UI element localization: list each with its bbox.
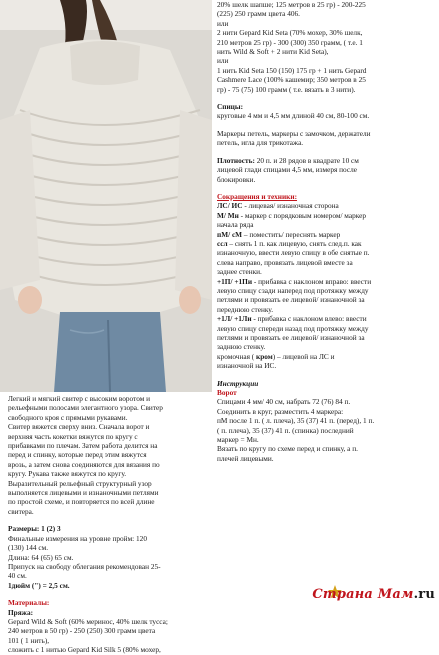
abbr-line [217,286,431,295]
text-line: (130) 144 см. [8,543,49,553]
abbr-text: - прибавка с наклоном вправо: ввести [252,276,372,286]
abbr-text: слева направо, провязать лицевой вместе за [217,257,353,267]
text-line: Cashmere Lace (100% кашемир; 350 метров в 25 [217,75,366,85]
abbr-text: - прибавка с наклоном влево: ввести [251,314,367,324]
abbr-line [217,361,431,370]
abbr-line [217,342,431,351]
text-line: 210 метров 25 гр) - 300 (300) 350 грамм, ( т.е. 1 [217,37,363,47]
text-line: по простой схеме, и повторяется по всей длине [8,497,155,507]
text-line: Спицами 4 мм/ 40 см, набрать 72 (76) 84 п. [217,397,351,407]
abbr-key: М/ Мн [217,210,239,220]
abbr-line [217,220,431,229]
sizes-text [8,534,213,581]
text-line: Финальные измерения на уровне пройм: 120 [8,533,147,543]
text-line: Выразительный рельефный структурный узор [8,478,152,488]
abbr-line [217,230,431,239]
text-line: 2 нити Gepard Kid Seta (70% мохер, 30% шелк, [217,28,363,38]
abbr-line [217,248,431,257]
text-line: кругу. Рукава также вяжутся по кругу. [8,469,127,479]
materials-heading: Материалы: [8,598,50,608]
text-line: Маркеры петель, маркеры с замочком, держатели [217,128,371,138]
text-line: плечей лицевыми. [217,453,274,463]
text-line: лицевой глади спицами 4,5 мм, измеря после [217,165,357,175]
abbr-text: левую спицу спереди назад под протяжку между [217,323,369,333]
text-line: свободного кроя с прямыми рукавами. [8,412,128,422]
left-column [8,394,213,655]
abbr-line [217,258,431,267]
text-line: свитера. [8,506,34,516]
sweater-illustration [0,0,212,392]
abbr-text: - маркер с порядковым номером/ маркер [238,210,367,220]
abbr-text: петлями и провязать ее лицевой/ изнаночной за [217,333,365,342]
text-line: ( п. плеча), 35 (37) 41 п. (спинка) последний [217,425,354,435]
text-line: Припуск на свободу облегания рекомендован 25- [8,561,161,571]
abbr-text: начала ряда [217,220,254,230]
abbr-line [217,305,431,314]
text-line: Gepard Wild & Soft (60% мериноc, 40% шелк тусса; [8,616,168,626]
abbr-text: переднюю стенку. [217,304,274,314]
markers-text [217,129,431,148]
needles-text: круговые 4 мм и 4,5 мм длиной 40 см, 80-100 см. [217,111,370,121]
yarn-continued [217,0,431,94]
text-line: гр) - 75 (75) 100 грамм ( т.е. вязать в 3 нити). [217,84,356,94]
text-line: врозь, а затем снова соединяются для вязания по [8,459,160,469]
abbr-text: кромочная ( [217,351,257,361]
abbr-key: ссл [217,238,228,248]
abbr-line [217,201,431,210]
text-line: перед и спинку, которые перед этим вяжутся [8,450,147,460]
abbr-line [217,211,431,220]
text-line: маркер = Мн. [217,435,259,445]
sizes-heading: Размеры: 1 (2) 3 [8,524,61,534]
abbr-key: кром [256,351,273,361]
instructions-heading: Инструкции [217,378,259,388]
abbr-text: – снять 1 п. как лицевую, снять след.п. как [227,238,362,248]
yarn-heading: Пряжа: [8,607,34,617]
abbr-text: изнаночную, ввести левую спицу в обе снятые п. [217,248,370,258]
density-label: Плотность: [217,155,255,165]
inch-conversion: 1дюйм (") = 2,5 см. [8,580,70,590]
abbr-line [217,352,431,361]
abbr-line [217,267,431,276]
abbr-line [217,324,431,333]
abbr-line [217,277,431,286]
text-line: Легкий и мягкий свитер с высоким воротом и [8,394,151,403]
abbr-key: ЛС/ ИС [217,201,243,211]
text-line: петель, игла для трикотажа. [217,138,304,148]
text-line: выполняется лицевыми и изнаночными петлями [8,488,159,498]
text-line: Вязать по кругу по схеме перед и спинку, а п. [217,444,358,454]
text-line: 40 см. [8,571,27,581]
abbr-text: – поместить/ переснять маркер [242,229,341,239]
text-line: Длина: 64 (65) 65 см. [8,552,74,562]
abbr-text: заднее стенки. [217,267,262,277]
text-run: 20 п. и 28 рядов в квадрате 10 см [254,155,359,165]
abbr-key: пМ/ сМ [217,229,243,239]
yarn-text [8,617,213,655]
text-line: пМ после 1 п. ( л. плеча), 35 (37) 41 п. (перед), 1 п. [217,416,375,426]
text-line: (225) 250 грамм цвета 406. [217,9,300,19]
collar-heading: Ворот [217,388,237,398]
site-watermark[interactable] [312,587,435,602]
collar-text [217,397,431,463]
text-line: нить Wild & Soft + 2 нити Kid Seta), [217,47,329,57]
text-line: 240 метров в 50 гр) - 250 (250) 300 грамм цвета [8,626,156,636]
abbr-line [217,333,431,342]
abbreviations-heading: Сокращения и техники: [217,191,298,201]
text-line: Соединить в круг, разместить 4 маркера: [217,406,344,416]
abbr-key: +1П/ +1Пи [217,276,253,286]
abbr-text: ) – лицевой на ЛС и [272,351,335,361]
watermark-brand: Страна Мам [312,587,414,602]
intro-text [8,394,213,516]
text-line: прибавками по плечам. Затем работа делится на [8,441,158,451]
text-line: рельефными полосами элегантного узора. Свитер [8,403,163,413]
abbr-line [217,314,431,323]
text-line: 1 нить Kid Seta 150 (150) 175 гр + 1 нить Gepard [217,65,367,75]
needles-heading: Спицы: [217,102,244,112]
text-line: 101 ( 1 нить), [8,635,50,645]
text-line [217,156,431,165]
abbr-line [217,239,431,248]
abbr-line [217,295,431,304]
abbr-text: - лицевая/ изнаночная сторона [242,201,339,211]
abbr-text: заднюю стенку. [217,342,266,352]
abbr-text: левую спицу сзади наперед под протяжку между [217,285,369,295]
abbr-text: изнаночной на ИС. [217,361,277,371]
text-line: Свитер вяжется сверху вниз. Сначала ворот и [8,422,150,432]
abbreviations-list [217,201,431,370]
abbr-text: петлями и провязать ее лицевой/ изнаночной за [217,295,365,305]
abbr-key: +1Л/ +1Ли [217,314,252,324]
text-line: сложить с 1 нитью Gepard Kid Silk 5 (80% мохер, [8,645,161,655]
right-column [217,0,431,463]
text-line: блокировки. [217,174,256,184]
text-line: или [217,56,229,66]
text-line: или [217,18,229,28]
text-line: 20% шелк шапше; 125 метров в 25 гр) - 200-225 [217,0,366,9]
text-line: верхняя часть кокетки вяжутся по кругу с [8,431,138,441]
sweater-photo [0,0,212,392]
density-text [217,156,431,184]
watermark-suffix: .ru [413,587,435,602]
